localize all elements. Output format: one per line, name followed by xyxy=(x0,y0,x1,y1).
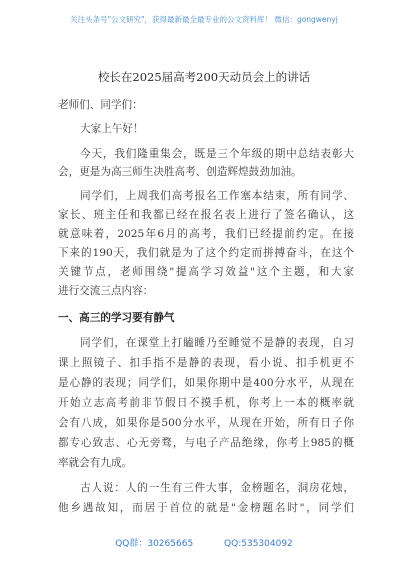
greeting: 大家上午好！ xyxy=(80,123,144,135)
paragraph-line: 下来的190天，我们就是为了这个约定而拼搏奋斗，在这个 xyxy=(58,247,354,259)
paragraph-line: 同学们，在课堂上打瞌睡乃至睡觉不是静的表现，自习 xyxy=(80,337,354,349)
page-footer xyxy=(0,536,408,549)
paragraph-line: 是心静的表现；同学们，如果你期中是400分水平，从现在 xyxy=(58,377,354,389)
page-header-banner: 关注头条号"公文研究"，获得最新最全最专业的公文资料库！ 微信：gongwenyj xyxy=(70,15,338,24)
paragraph-line: 进行交流三点内容： xyxy=(58,285,154,297)
paragraph-line: 会有八成，如果你是500分水平，从现在开始，所有日子你 xyxy=(58,417,354,429)
paragraph-line: 今天，我们隆重集会，既是三个年级的期中总结表彰大 xyxy=(80,148,354,160)
paragraph-line: 会，更是为高三师生决胜高考、创造辉煌鼓劲加油。 xyxy=(58,166,302,178)
paragraph-line: 课上照镜子、扣手指不是静的表现，看小说、扣手机更不 xyxy=(58,357,354,369)
document-title: 校长在2025届高考200天动员会上的讲话 xyxy=(97,70,311,84)
paragraph-line: 都专心致志、心无旁骛，与电子产品绝缘，你考上985的概 xyxy=(58,437,354,449)
paragraph-line: 同学们，上周我们高考报名工作塞本结束，所有同学、 xyxy=(80,190,354,202)
section-heading: 一、高三的学习要有静气 xyxy=(58,312,175,324)
paragraph-line: 率就会有九成。 xyxy=(58,457,133,469)
paragraph-line: 他乡遇故知，而居于首位的就是"金榜题名时"，同学们 xyxy=(58,502,354,514)
paragraph-line: 就意味着，2025年6月的高考，我们已经提前约定。在接 xyxy=(58,228,354,240)
footer-qq-group: QQ群：30265665 xyxy=(115,539,194,549)
footer-qq: QQ:535304092 xyxy=(224,539,293,549)
paragraph-line: 关键节点，老师围绕"提高学习效益"这个主题，和大家 xyxy=(58,266,354,278)
salutation: 老师们、同学们： xyxy=(58,99,143,111)
paragraph-line: 开始立志高考前非节假日不摸手机，你考上一本的概率就 xyxy=(58,397,354,409)
paragraph-line: 古人说：人的一生有三件大事，金榜题名，洞房花烛， xyxy=(80,482,354,494)
paragraph-line: 家长、班主任和我都已经在报名表上进行了签名确认，这 xyxy=(58,209,354,221)
